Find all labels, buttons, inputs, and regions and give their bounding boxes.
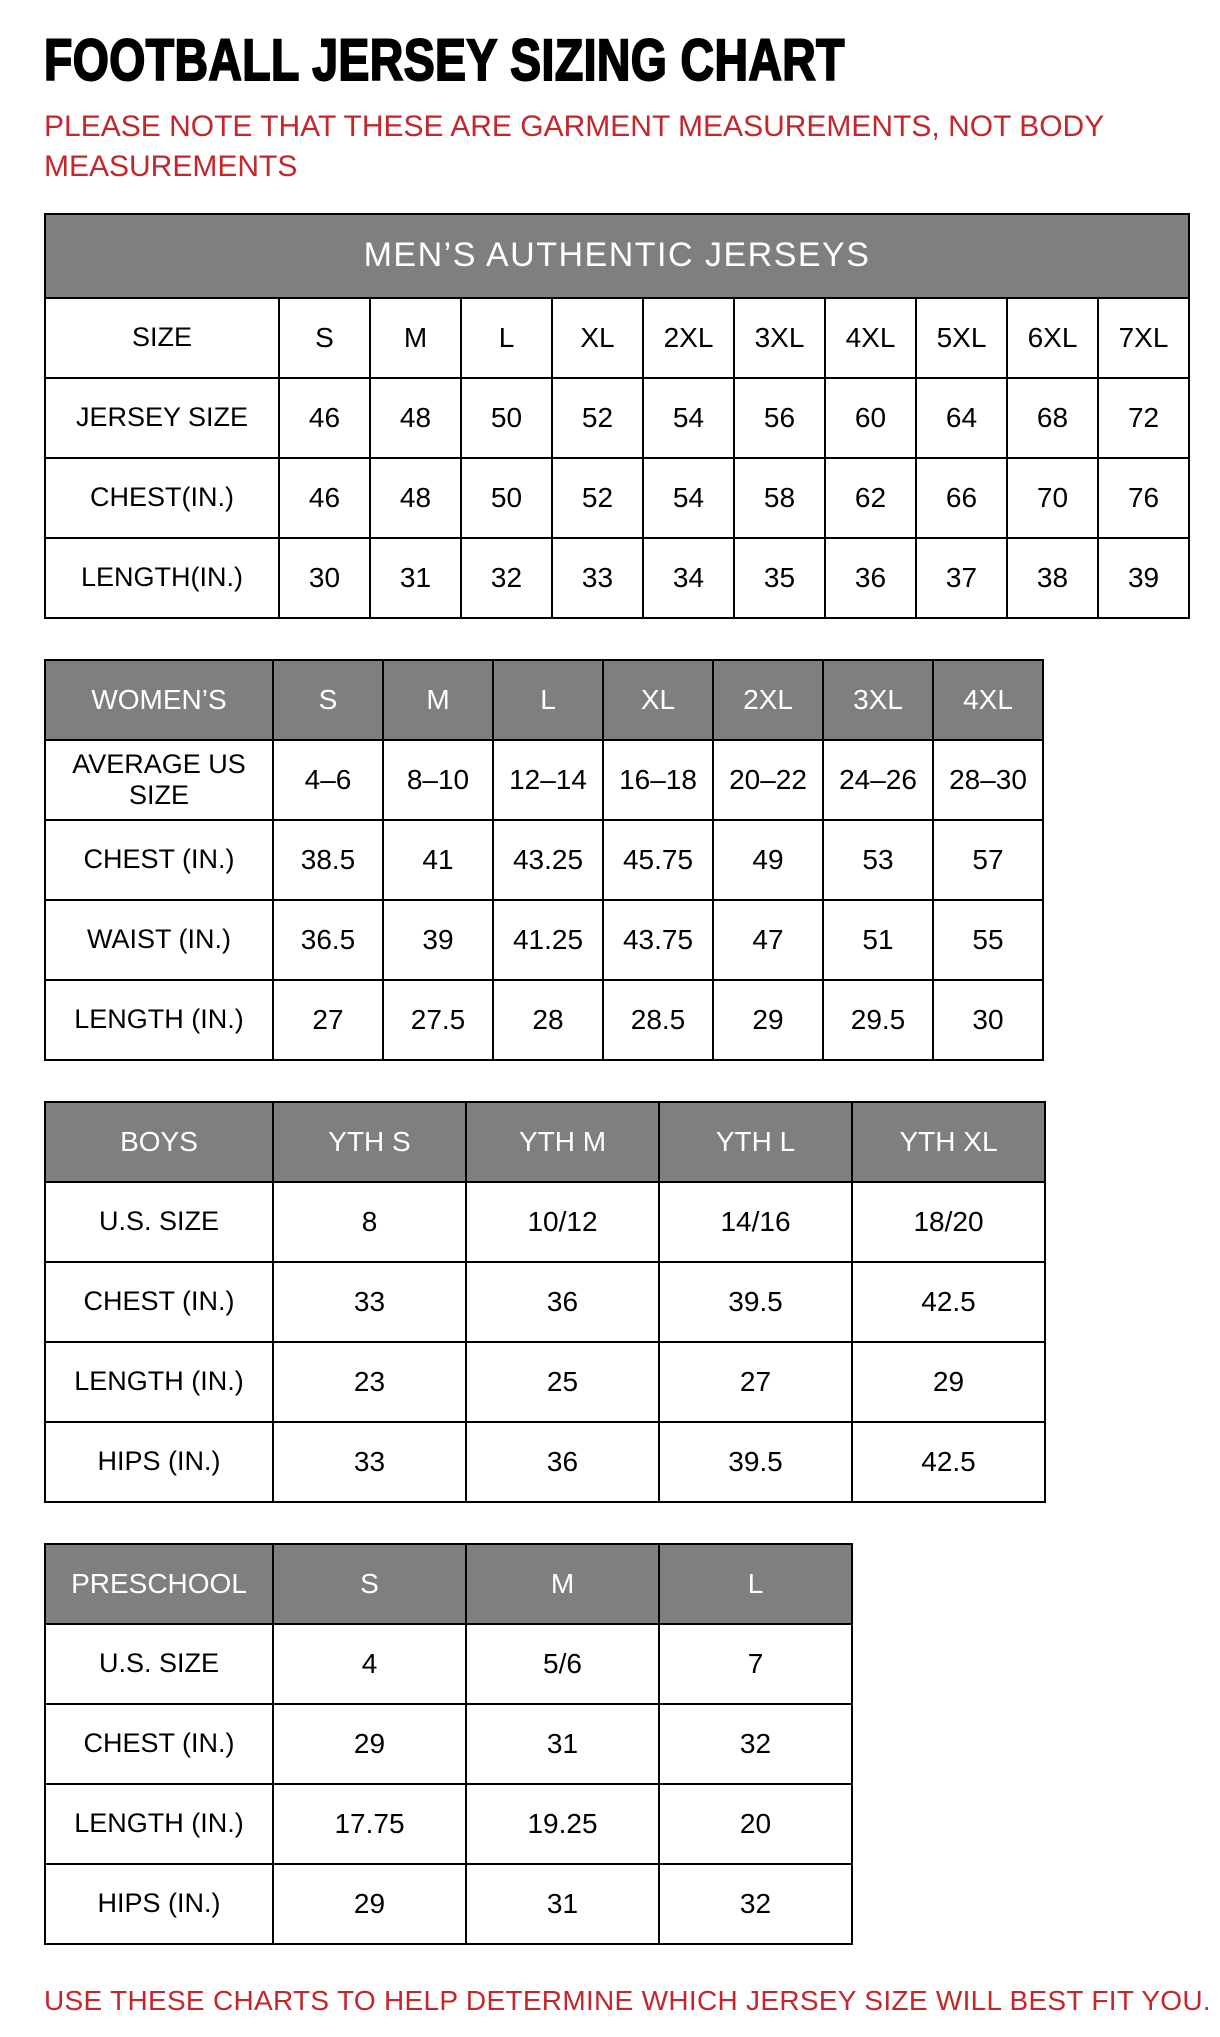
size-cell: 70 [1007,458,1098,538]
row-label: WAIST (IN.) [45,900,273,980]
size-cell: 46 [279,458,370,538]
size-cell: 38 [1007,538,1098,618]
size-cell: 7 [659,1624,852,1704]
size-cell: 24–26 [823,740,933,820]
mens-authentic-jerseys-table [44,213,1190,619]
row-label: CHEST (IN.) [45,820,273,900]
table-row [45,1262,1045,1342]
table-row [45,458,1189,538]
table-header-row [45,660,1043,740]
size-cell: 43.75 [603,900,713,980]
size-cell: 39.5 [659,1262,852,1342]
size-cell: 27.5 [383,980,493,1060]
row-label: LENGTH(IN.) [45,538,279,618]
size-header-cell: L [493,660,603,740]
size-cell: 39.5 [659,1422,852,1502]
size-cell: 41.25 [493,900,603,980]
fit-advice-note: USE THESE CHARTS TO HELP DETERMINE WHICH JERSEY SIZE WILL BEST FIT YOU. [44,1984,1211,2016]
size-cell: 19.25 [466,1784,659,1864]
size-cell: 66 [916,458,1007,538]
size-cell: 30 [279,538,370,618]
row-label: CHEST (IN.) [45,1704,273,1784]
row-label: AVERAGE US SIZE [45,740,273,820]
size-cell: 17.75 [273,1784,466,1864]
size-cell: 33 [552,538,643,618]
size-cell: 54 [643,458,734,538]
table-row [45,900,1043,980]
size-cell: 58 [734,458,825,538]
boys-sizing-table [44,1101,1046,1503]
size-cell: 29 [852,1342,1045,1422]
row-label: CHEST (IN.) [45,1262,273,1342]
size-cell: 16–18 [603,740,713,820]
size-cell: M [370,298,461,378]
size-cell: L [461,298,552,378]
size-cell: 29 [273,1864,466,1944]
size-header-cell: YTH S [273,1102,466,1182]
size-cell: 28–30 [933,740,1043,820]
womens-table-title: WOMEN’S [45,660,273,740]
size-cell: 32 [659,1704,852,1784]
size-cell: 8–10 [383,740,493,820]
size-cell: 23 [273,1342,466,1422]
preschool-table-title: PRESCHOOL [45,1544,273,1624]
size-cell: 37 [916,538,1007,618]
size-cell: 29 [713,980,823,1060]
size-cell: 5/6 [466,1624,659,1704]
size-header-cell: XL [603,660,713,740]
size-header-cell: L [659,1544,852,1624]
size-cell: 62 [825,458,916,538]
row-label: JERSEY SIZE [45,378,279,458]
size-cell: 18/20 [852,1182,1045,1262]
size-cell: 27 [273,980,383,1060]
table-title-row [45,214,1189,298]
page-title: FOOTBALL JERSEY SIZING CHART [44,28,845,93]
size-cell: 51 [823,900,933,980]
size-cell: 39 [383,900,493,980]
size-cell: 60 [825,378,916,458]
table-header-row [45,1544,852,1624]
table-row [45,1784,852,1864]
preschool-sizing-table [44,1543,853,1945]
size-cell: 28.5 [603,980,713,1060]
size-cell: 12–14 [493,740,603,820]
size-cell: S [279,298,370,378]
size-cell: 43.25 [493,820,603,900]
table-row [45,298,1189,378]
size-cell: 56 [734,378,825,458]
table-row [45,740,1043,820]
size-cell: 8 [273,1182,466,1262]
size-cell: 33 [273,1262,466,1342]
size-cell: 36 [466,1422,659,1502]
size-cell: 31 [370,538,461,618]
size-cell: 64 [916,378,1007,458]
table-row [45,1704,852,1784]
table-row [45,538,1189,618]
size-cell: XL [552,298,643,378]
table-header-row [45,1102,1045,1182]
row-label: U.S. SIZE [45,1624,273,1704]
size-cell: 50 [461,458,552,538]
size-header-cell: M [383,660,493,740]
size-cell: 27 [659,1342,852,1422]
size-cell: 14/16 [659,1182,852,1262]
size-cell: 32 [659,1864,852,1944]
size-cell: 55 [933,900,1043,980]
size-cell: 31 [466,1704,659,1784]
size-cell: 3XL [734,298,825,378]
size-header-cell: YTH L [659,1102,852,1182]
size-cell: 4–6 [273,740,383,820]
size-cell: 4 [273,1624,466,1704]
size-header-cell: YTH XL [852,1102,1045,1182]
size-header-cell: 3XL [823,660,933,740]
size-cell: 42.5 [852,1422,1045,1502]
size-cell: 46 [279,378,370,458]
size-header-cell: M [466,1544,659,1624]
size-cell: 30 [933,980,1043,1060]
size-cell: 29.5 [823,980,933,1060]
table-row [45,1422,1045,1502]
size-cell: 53 [823,820,933,900]
size-header-cell: S [273,1544,466,1624]
table-row [45,1864,852,1944]
table-row [45,1342,1045,1422]
size-cell: 2XL [643,298,734,378]
size-cell: 29 [273,1704,466,1784]
size-cell: 68 [1007,378,1098,458]
table-row [45,980,1043,1060]
size-cell: 25 [466,1342,659,1422]
size-cell: 52 [552,378,643,458]
row-label: CHEST(IN.) [45,458,279,538]
size-cell: 54 [643,378,734,458]
size-header-cell: 2XL [713,660,823,740]
row-label: U.S. SIZE [45,1182,273,1262]
table-row [45,378,1189,458]
size-cell: 48 [370,378,461,458]
table-row [45,820,1043,900]
size-header-cell: 4XL [933,660,1043,740]
size-cell: 5XL [916,298,1007,378]
size-header-cell: S [273,660,383,740]
size-cell: 57 [933,820,1043,900]
size-cell: 42.5 [852,1262,1045,1342]
boys-table-title: BOYS [45,1102,273,1182]
row-label: LENGTH (IN.) [45,1342,273,1422]
row-label: HIPS (IN.) [45,1864,273,1944]
size-cell: 49 [713,820,823,900]
measurement-note: PLEASE NOTE THAT THESE ARE GARMENT MEASUREMENTS, NOT BODY MEASUREMENTS [44,110,1104,184]
row-label: LENGTH (IN.) [45,1784,273,1864]
size-cell: 7XL [1098,298,1189,378]
size-cell: 39 [1098,538,1189,618]
table-row [45,1624,852,1704]
size-cell: 4XL [825,298,916,378]
size-cell: 41 [383,820,493,900]
size-cell: 28 [493,980,603,1060]
size-cell: 72 [1098,378,1189,458]
size-cell: 36.5 [273,900,383,980]
row-label: SIZE [45,298,279,378]
size-cell: 47 [713,900,823,980]
size-cell: 10/12 [466,1182,659,1262]
size-cell: 38.5 [273,820,383,900]
size-cell: 36 [466,1262,659,1342]
womens-sizing-table [44,659,1044,1061]
size-cell: 35 [734,538,825,618]
size-cell: 31 [466,1864,659,1944]
size-cell: 52 [552,458,643,538]
size-cell: 48 [370,458,461,538]
mens-table-title: MEN’S AUTHENTIC JERSEYS [45,214,1189,298]
size-cell: 6XL [1007,298,1098,378]
size-cell: 32 [461,538,552,618]
row-label: LENGTH (IN.) [45,980,273,1060]
size-cell: 20 [659,1784,852,1864]
size-cell: 36 [825,538,916,618]
table-row [45,1182,1045,1262]
size-cell: 20–22 [713,740,823,820]
size-cell: 45.75 [603,820,713,900]
row-label: HIPS (IN.) [45,1422,273,1502]
size-cell: 50 [461,378,552,458]
size-header-cell: YTH M [466,1102,659,1182]
size-cell: 34 [643,538,734,618]
size-cell: 76 [1098,458,1189,538]
size-cell: 33 [273,1422,466,1502]
